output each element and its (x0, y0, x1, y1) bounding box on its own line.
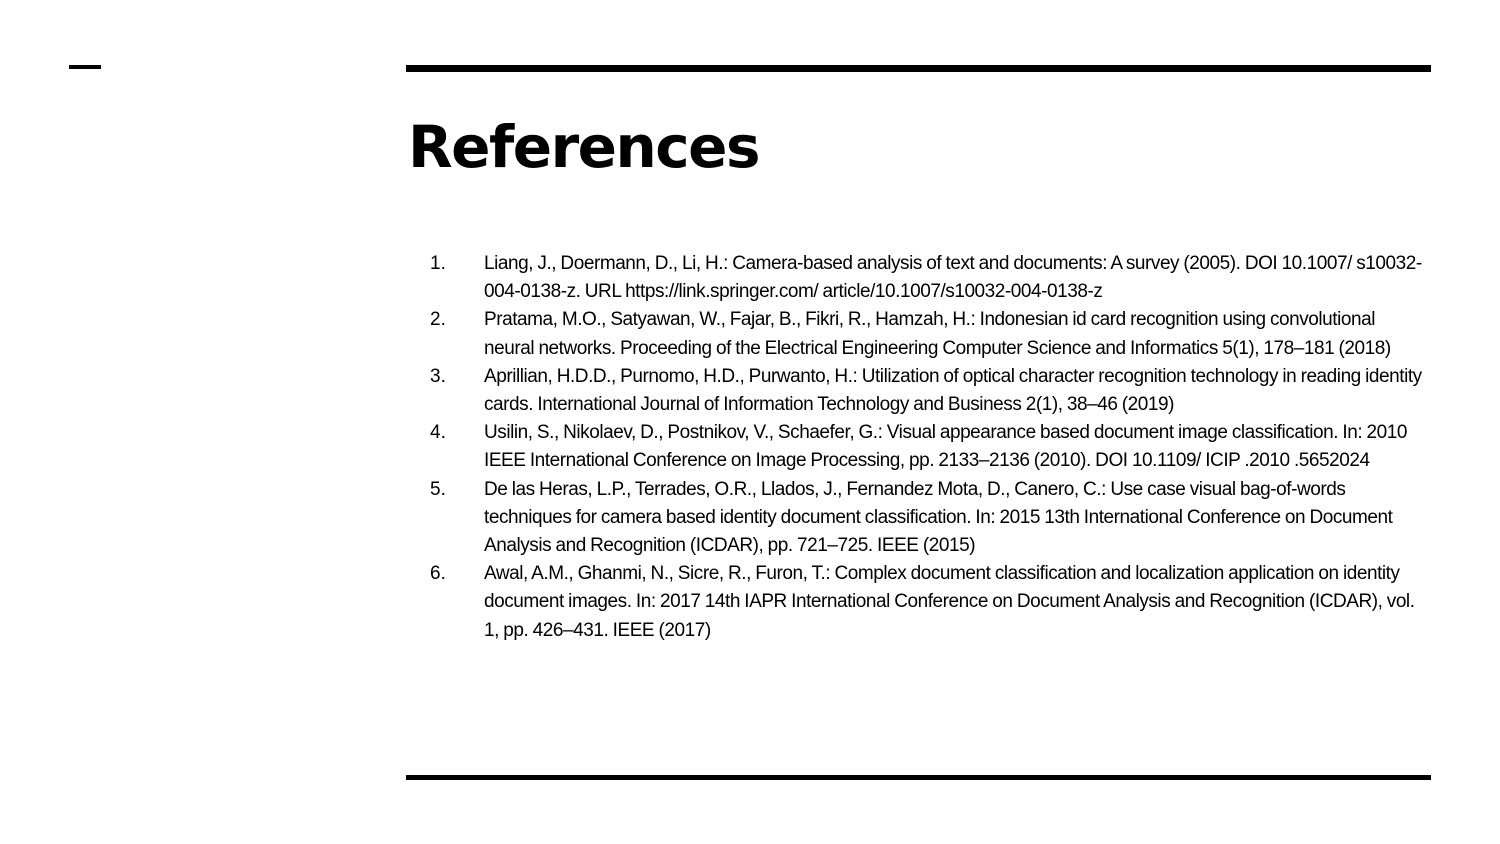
reference-text: De las Heras, L.P., Terrades, O.R., Llados, J., Fernandez Mota, D., Canero, C.: Use case visual bag-of-words techniques for camera based identity document classification. In: 2015 13th International Conference on Document Analysis and Recognition (ICDAR), pp. 721–725. IEEE (2015) (484, 478, 1393, 557)
bottom-rule-divider (406, 775, 1431, 780)
reference-item (430, 306, 1425, 362)
reference-number: 1. (430, 253, 446, 274)
reference-item (430, 476, 1425, 561)
corner-dash-decoration (69, 65, 101, 69)
reference-item (430, 419, 1425, 475)
reference-list (430, 250, 1425, 645)
top-rule-divider (406, 65, 1431, 72)
reference-item (430, 250, 1425, 306)
reference-item (430, 363, 1425, 419)
reference-text: Usilin, S., Nikolaev, D., Postnikov, V., Schaefer, G.: Visual appearance based document image classification. In: 2010 IEEE International Conference on Image Processing, pp. 2133–2136 (2010). DOI 10.1109/ ICIP .2010 .5652024 (484, 422, 1408, 472)
reference-text: Pratama, M.O., Satyawan, W., Fajar, B., Fikri, R., Hamzah, H.: Indonesian id card recognition using convolutional neural networks. Proceeding of the Electrical Engineering Computer Science and Informatics 5(1), 178–181 (2018) (484, 309, 1391, 359)
reference-number: 5. (430, 478, 446, 500)
slide-title: References (408, 113, 760, 181)
reference-item (430, 560, 1425, 645)
reference-text: Aprillian, H.D.D., Purnomo, H.D., Purwanto, H.: Utilization of optical character recognition technology in reading identity cards. International Journal of Information Technology and Business 2(1), 38–46 (2019) (484, 365, 1422, 416)
reference-text: Liang, J., Doermann, D., Li, H.: Camera-based analysis of text and documents: A survey (2005). DOI 10.1007/ s10032-004-0138-z. URL https://link.springer.com/ article/10.1007/s10032-004-0138-z (484, 253, 1422, 303)
reference-number: 4. (430, 422, 446, 444)
reference-number: 6. (430, 563, 446, 585)
reference-number: 2. (430, 309, 446, 331)
reference-text: Awal, A.M., Ghanmi, N., Sicre, R., Furon, T.: Complex document classification and localization application on identity document images. In: 2017 14th IAPR International Conference on Document Analysis and Recognition (ICDAR), vol. 1, pp. 426–431. IEEE (2017) (484, 563, 1415, 641)
reference-number: 3. (430, 365, 446, 387)
